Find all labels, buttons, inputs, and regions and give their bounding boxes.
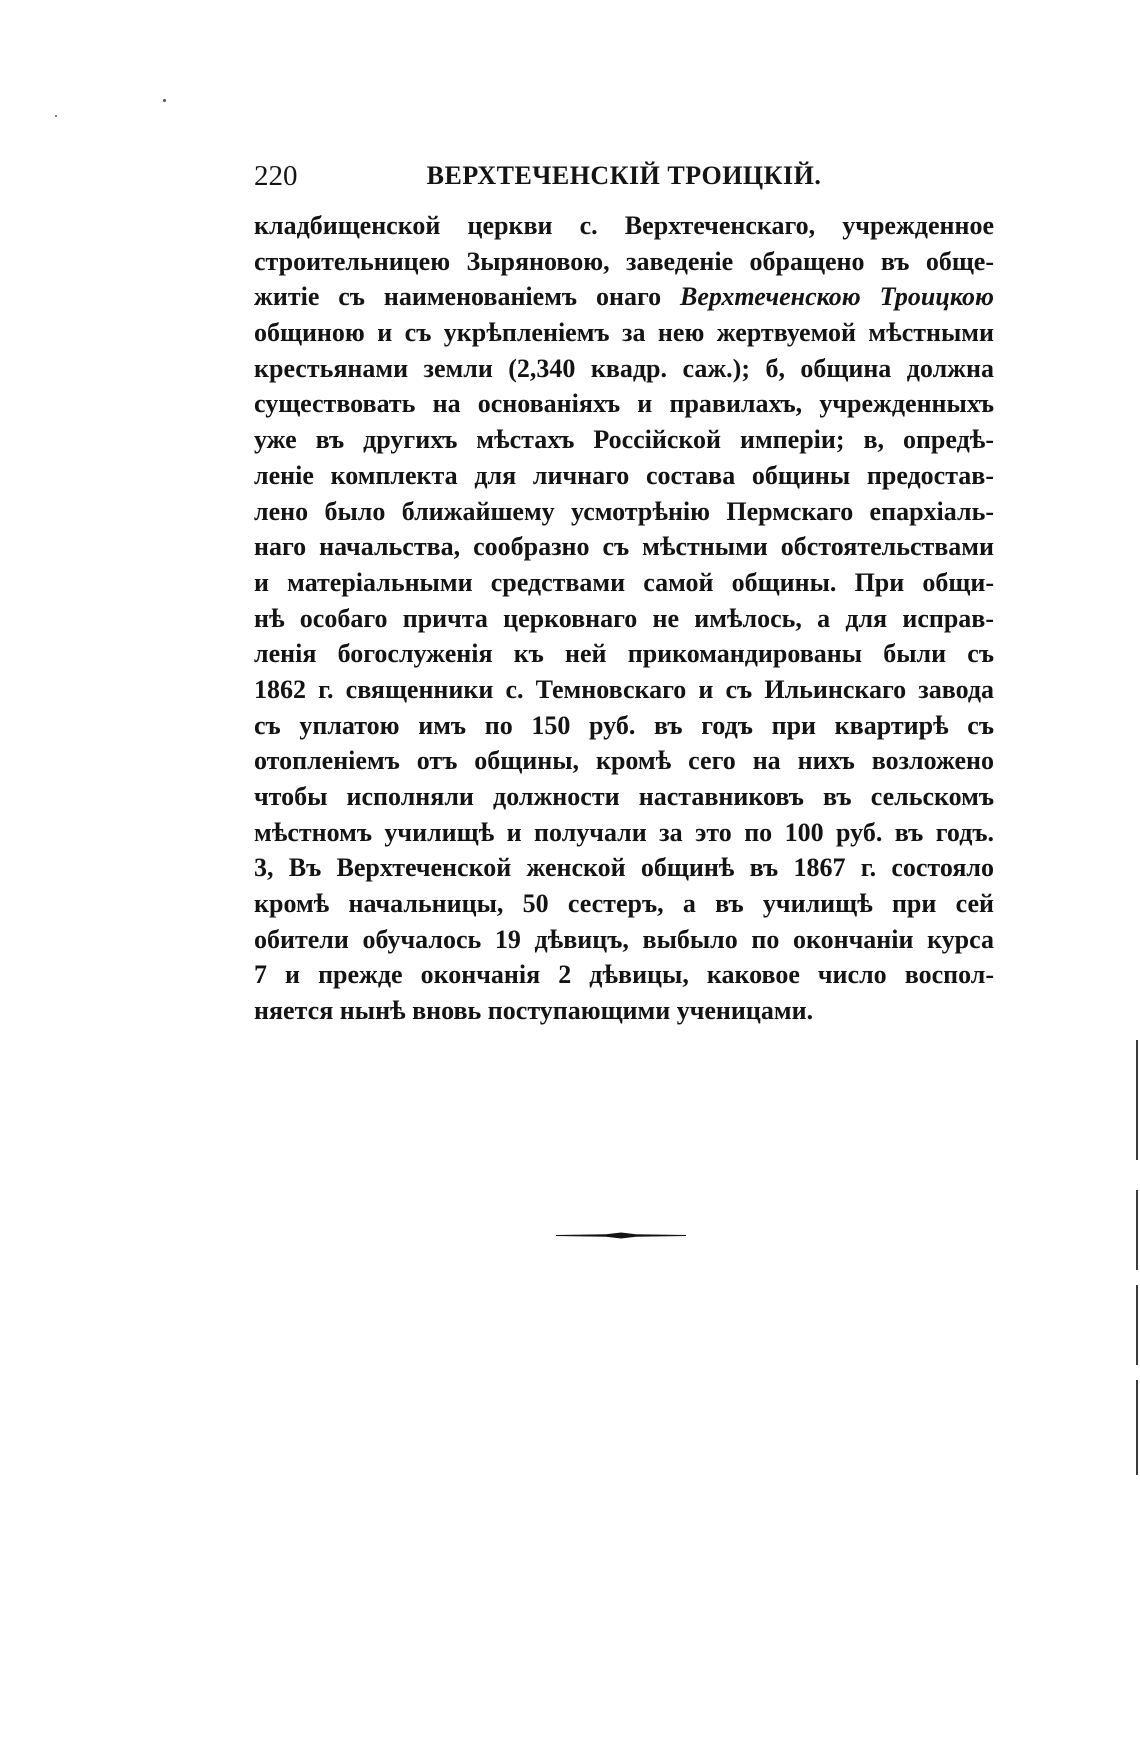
text-line: крестьянами земли (2,340 квадр. саж.); б, община должна [254, 353, 994, 383]
text-line: леніе комплекта для личнаго состава общины предостав- [254, 460, 994, 490]
page-number: 220 [254, 160, 298, 192]
text-line: лено было ближайшему усмотрѣнію Пермскаго епархіаль- [254, 496, 994, 526]
scan-edge-mark [1136, 1380, 1138, 1475]
text-line: 3, Въ Верхтеченской женской общинѣ въ 1867 г. состояло [254, 853, 994, 883]
scan-edge-mark [1136, 1190, 1138, 1270]
scan-edge-mark [1136, 1285, 1138, 1365]
scan-speck [163, 99, 166, 102]
scan-edge-mark [1136, 1040, 1138, 1160]
body-text [254, 208, 994, 1029]
text-line: отопленіемъ отъ общины, кромѣ сего на нихъ возложено [254, 746, 994, 776]
text-line: общиною и съ укрѣпленіемъ за нею жертвуемой мѣстными [254, 318, 994, 348]
text-line: съ уплатою имъ по 150 руб. въ годъ при квартирѣ съ [254, 710, 994, 740]
scan-speck [55, 115, 57, 117]
page-header [254, 156, 994, 196]
text-line: 1862 г. священники с. Темновскаго и съ Ильинскаго завода [254, 674, 994, 704]
text-line: уже въ другихъ мѣстахъ Россійской имперіи; в, опредѣ- [254, 425, 994, 455]
end-ornament-rule [556, 1232, 686, 1239]
text-line-segment: житіе съ наименованіемъ онаго [254, 282, 662, 312]
text-line: ленія богослуженія къ ней прикомандированы были съ [254, 639, 994, 669]
text-line [254, 279, 994, 315]
text-line: мѣстномъ училищѣ и получали за это по 100 руб. въ годъ. [254, 817, 994, 847]
text-line: чтобы исполняли должности наставниковъ въ сельскомъ [254, 782, 994, 811]
text-line: существовать на основаніяхъ и правилахъ, учрежденныхъ [254, 389, 994, 419]
text-line: строительницею Зыряновою, заведеніе обращено въ обще- [254, 246, 994, 276]
text-line: наго начальства, сообразно съ мѣстными обстоятельствами [254, 532, 994, 562]
text-line: и матеріальными средствами самой общины. При общи- [254, 567, 994, 597]
text-line: нѣ особаго причта церковнаго не имѣлось, а для исправ- [254, 603, 994, 633]
text-line: обители обучалось 19 дѣвицъ, выбыло по окончаніи курса [254, 924, 994, 954]
text-line: кромѣ начальницы, 50 сестеръ, а въ училищѣ при сей [254, 889, 994, 919]
text-line: 7 и прежде окончанія 2 дѣвицы, каковое число воспол- [254, 960, 994, 990]
italic-community-name: Верхтеченскою Троицкою [680, 282, 995, 312]
text-line: няется нынѣ вновь поступающими ученицами. [254, 996, 814, 1026]
running-title: ВЕРХТЕЧЕНСКІЙ ТРОИЦКІЙ. [426, 161, 822, 190]
text-line: кладбищенской церкви с. Верхтеченскаго, учрежденное [254, 211, 994, 240]
